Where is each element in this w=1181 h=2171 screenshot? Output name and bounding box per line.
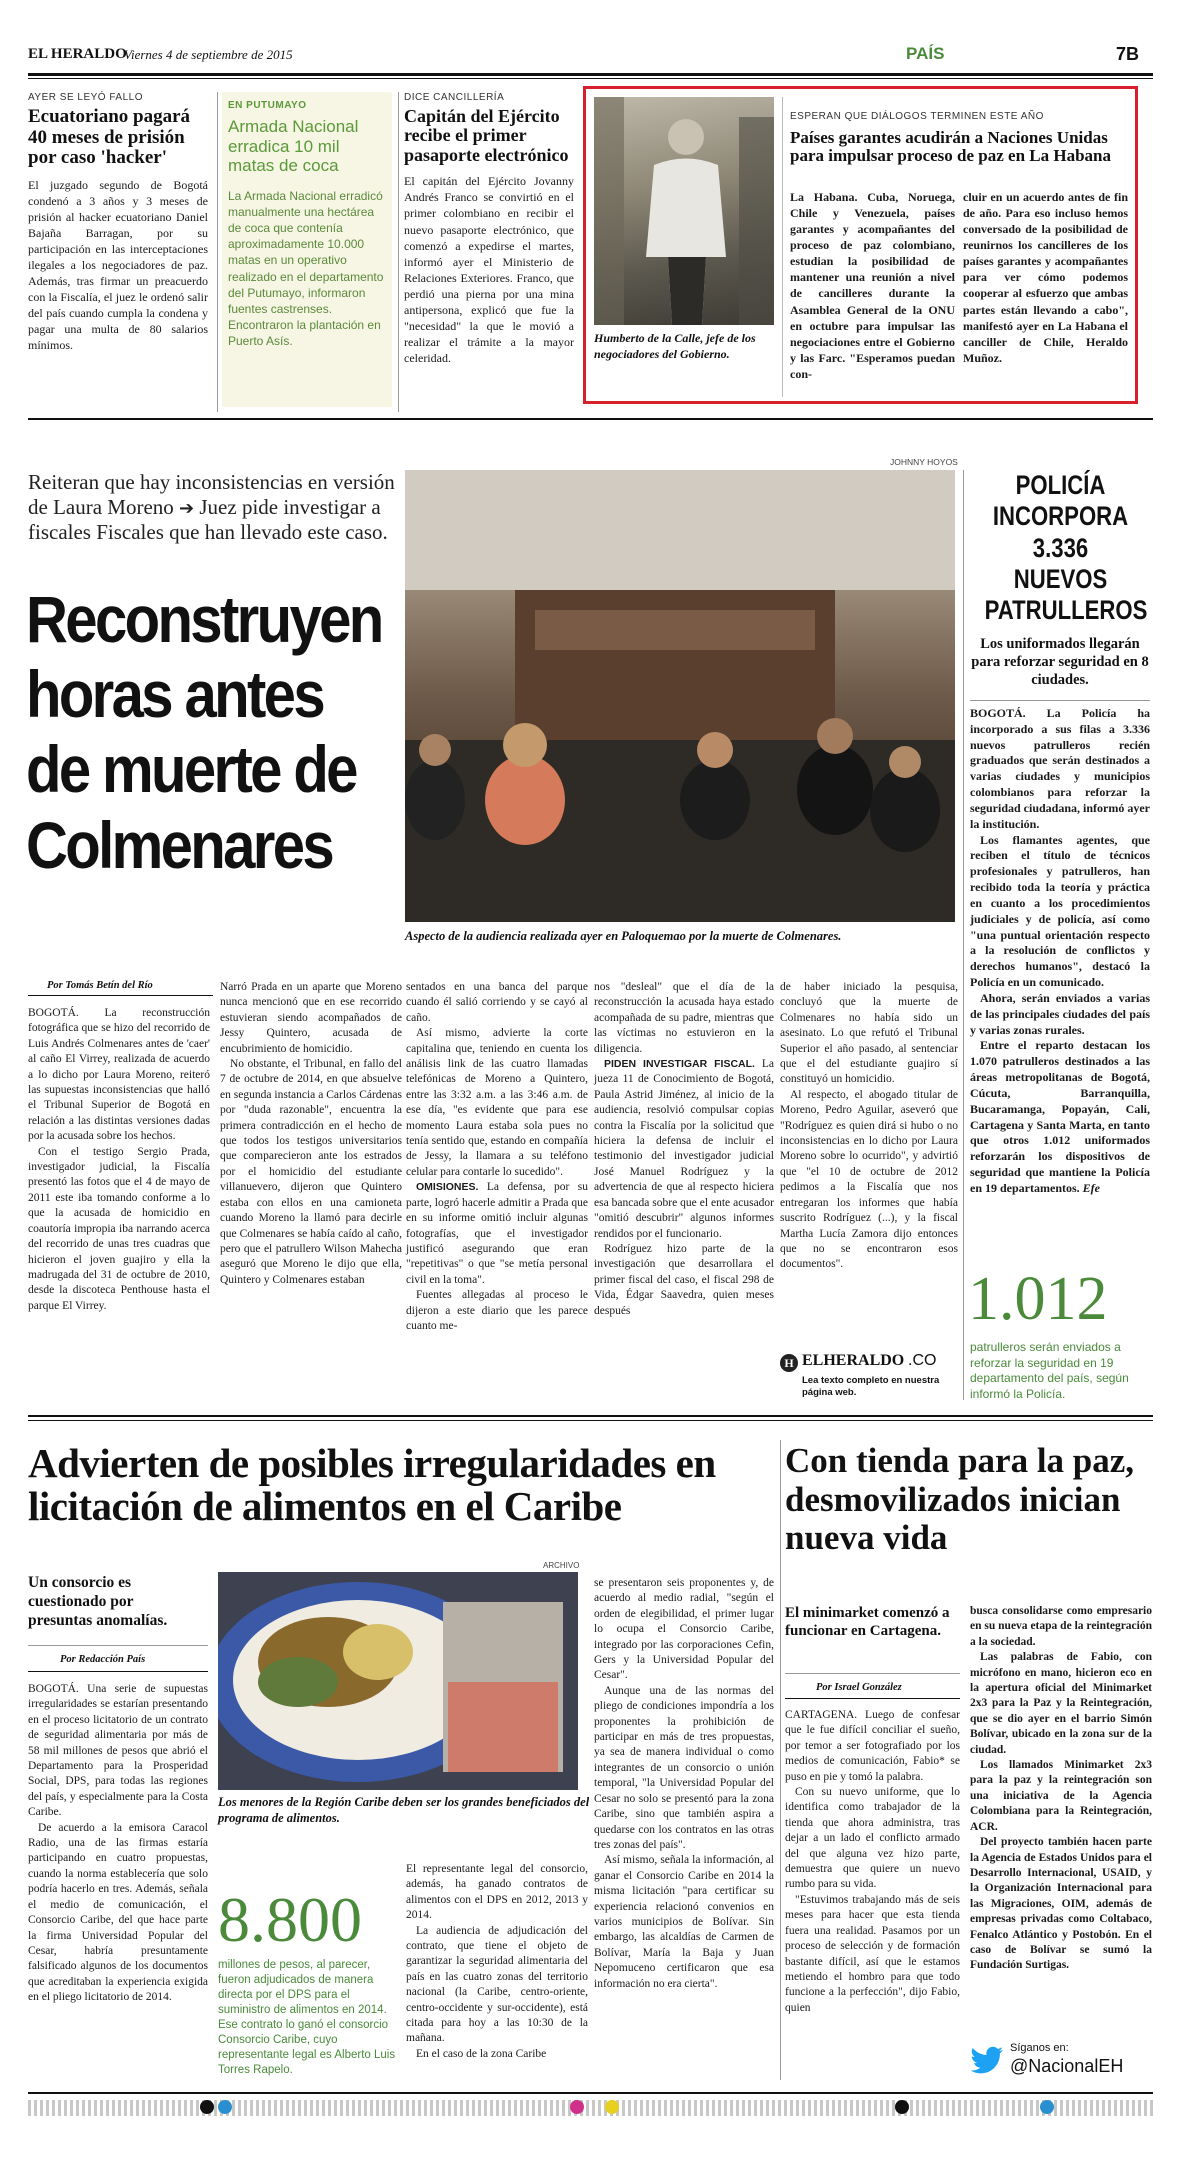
paragraph: cluir en un acuerdo antes de fin de año. Para eso incluso hemos conversado de la posibilidad de reunirnos los cancilleres de los países garantes y acompañantes para ver cómo podemos cooperar al esfuerzo que ambas partes están llevando a cabo", manifestó ayer en La Habana el canciller de Chile, Heraldo Muñoz. <box>963 190 1128 365</box>
sidebar-deck: Los uniformados llegarán para reforzar seguridad en 8 ciudades. <box>971 636 1149 689</box>
section-rule <box>28 1415 1153 1417</box>
photo-credit: ARCHIVO <box>543 1561 580 1570</box>
bottom-left-byline: Por Redacción País <box>60 1654 146 1665</box>
web-logo: ELHERALDO <box>802 1352 905 1369</box>
bottom-left-headline: Advierten de posibles irregularidades en licitación de alimentos en el Caribe <box>28 1440 716 1530</box>
byline-rule <box>785 1698 960 1699</box>
featured-caption: Humberto de la Calle, jefe de los negociadores del Gobierno. <box>594 331 756 361</box>
paragraph: La audiencia de adjudicación del contrato, que tiene el objeto de garantizar la seguridad alimentaria del país en las cuatro zonas del territorio nacional (la Caribe, centro-oriente, centro-occidente y sur-occidente), está citada para hoy a las 10:30 de la mañana. <box>406 1924 588 2045</box>
food-plate-scene <box>218 1572 578 1790</box>
logo-icon: H <box>780 1354 798 1372</box>
brief-headline: Capitán del Ejército recibe el primer pasaporte electrónico <box>404 106 569 165</box>
paragraph: Así mismo, señala la información, al ganar el Consorcio Caribe en 2014 la misma licitación "para certificar su experiencia relacionó convenios en varios municipios de Bolívar. Sin embargo, las alcaldías de Carmen de Bolívar, María la Baja y Juan Nepomuceno certificaron que esa información no era cierta". <box>594 1854 774 1990</box>
column-divider <box>963 470 964 1400</box>
main-deck <box>28 470 398 546</box>
paragraph: CARTAGENA. Luego de confesar que le fue difícil conciliar el sueño, por temor a ser fotografiado por los medios de comunicación, Fabio* se puso en pie y tomó la palabra. <box>785 1709 960 1783</box>
section-rule <box>28 418 1153 420</box>
paragraph: Narró Prada en un aparte que Moreno nunca mencionó que en ese recorrido estuvieran siendo acompañados de Jessy Quintero, acusada de encubrimiento de homicidio. <box>220 981 402 1055</box>
paragraph: Rodríguez hizo parte de la investigación que desarrollara el primer fiscal del caso, el fiscal 298 de Vida, Édgar Saavedra, quien meses después <box>594 1242 774 1317</box>
registration-mark-magenta <box>570 2100 584 2114</box>
byline-rule <box>28 1671 208 1672</box>
featured-col1 <box>790 189 955 382</box>
sidebar-rule <box>970 700 1150 701</box>
main-col5 <box>780 980 958 1273</box>
paragraph: Los flamantes agentes, que reciben el título de técnicos profesionales y patrulleros, han recibido toda la teoría y práctica en cuanto a los procedimientos judiciales y de policía, así como "una puntual orientación respecto a la resolución de conflictos y derechos humanos", destacó la Policía en un comunicado. <box>970 832 1150 990</box>
twitter-handle: @NacionalEH <box>1010 2056 1124 2076</box>
paragraph: No obstante, el Tribunal, en fallo del 7 de octubre de 2014, en que absuelve en segunda instancia a Carlos Cárdenas por "duda razonable", encuentra la primera contradicción en el hecho de que todos los testigos universitarios que comparecieron ante los estrados por el homicidio del estudiante villanuevero, dijeron que Quintero estaba con ellos en una camioneta cuando Moreno la llamó para decirle que Colmenares se había caído al caño, pero que el patrullero Wilson Mahecha aseguró que Moreno le dijo que ella, Quintero y Colmenares estaban <box>220 1058 402 1286</box>
food-photo <box>218 1572 578 1790</box>
paper-name: EL HERALDO <box>28 46 127 62</box>
paragraph: Aunque una de las normas del pliego de condiciones impondría a los proponentes la prohibición de participar en más de tres propuestas, ya sea de manera individual o como integrantes de un consorcio o unión temporal, "la Universidad Popular del Cesar no solo se presentó para la zona Caribe, sino que también aspira a quedarse con los contratos en las otras tres zonas del país". <box>594 1684 774 1851</box>
main-headline: Reconstruyen horas antes de muerte de Colmenares <box>26 582 382 882</box>
brief-headline: Ecuatoriano pagará 40 meses de prisión por caso 'hacker' <box>28 106 191 169</box>
paragraph: En el caso de la zona Caribe <box>416 2047 547 2060</box>
byline-rule <box>785 1673 960 1674</box>
paragraph: El juzgado segundo de Bogotá condenó a 3 años y 3 meses de prisión al hacker ecuatoriano Daniel Bajaña Barragan, por su participación en las interceptaciones ilegales a los negociadores de paz. Además, tras firmar un preacuerdo con la Fiscalía, el juez le ordenó salir del país cuando cumpla la condena y pagar una multa de 80 salarios mínimos. <box>28 177 208 353</box>
registration-mark-black <box>895 2100 909 2114</box>
bottom-right-col2 <box>970 1604 1152 1974</box>
main-col3 <box>406 980 588 1334</box>
featured-photo <box>594 97 774 325</box>
paragraph: De acuerdo a la emisora Caracol Radio, una de las firmas estaría participando en cuatro propuestas, cuando la norma establecería que solo podría hacerlo en tres. Además, señala el medio de comunicación, el Consorcio Caribe, del que hace parte la firma Universidad Popular del Cesar, habría presuntamente falsificado algunos de los documentos que acreditaban la experiencia exigida en el pliego licitatorio de 2014. <box>28 1821 208 2004</box>
byline-rule <box>28 1645 208 1646</box>
main-byline: Por Tomás Betín del Río <box>47 980 153 991</box>
brief-coca <box>222 92 392 407</box>
arrow-icon: ➔ <box>179 498 195 520</box>
paragraph <box>594 1057 774 1242</box>
paragraph: El representante legal del consorcio, además, ha ganado contratos de alimentos con el DPS en 2012, 2013 y 2014. <box>406 1863 588 1922</box>
bottom-left-deck: Un consorcio es cuestionado por presuntas anomalías. <box>28 1574 168 1629</box>
brief-hacker <box>28 92 208 353</box>
print-registration-bar <box>28 2100 1153 2116</box>
web-link-promo[interactable] <box>780 1350 958 1400</box>
bottom-right-col1 <box>785 1708 960 2016</box>
bottom-right-deck: El minimarket comenzó a funcionar en Cartagena. <box>785 1605 950 1640</box>
section-name: PAÍS <box>906 44 945 63</box>
courtroom-photo <box>405 470 955 922</box>
column-divider <box>782 97 783 397</box>
paragraph-text: La jueza 11 de Conocimiento de Bogotá, Paula Astrid Jiménez, al inicio de la audiencia, resolvió compulsar copias contra la Fiscalía por la solicitud que hiciera la defensa de incluir el testimonio del investigador judicial José Manuel Rodríguez y la advertencia de que al respecto hiciera esa bancada sobre que el ente acusador "omitió descubrir" algunos informes rendidos por el funcionario. <box>594 1058 774 1240</box>
featured-headline: Países garantes acudirán a Naciones Unidas para impulsar proceso de paz en La Habana <box>790 128 1111 166</box>
paragraph: Con su nuevo uniforme, que lo identifica como trabajador de la tienda que ahora administra, tras dejar a un lado el conflicto armado del que alguna vez hizo parte, demuestra que quiere un nuevo rumbo para su vida. <box>785 1786 960 1891</box>
paragraph: Las palabras de Fabio, con micrófono en mano, hicieron eco en la apertura oficial del Minimarket 2x3 para la Paz y la Reintegración, que se dio ayer en el barrio Simón Bolívar, ubicado en la zona sur de la ciudad. <box>970 1651 1152 1756</box>
deck-text: Reiteran que hay inconsistencias en versión de Laura Moreno <box>28 470 395 520</box>
footer-rule <box>28 2092 1153 2094</box>
subhead: OMISIONES. <box>416 1181 479 1194</box>
paragraph: se presentaron seis proponentes y, de acuerdo al medio radial, "según el orden de elegibilidad, el primer lugar lo ocupa el Consorcio Caribe, integrado por las corporaciones Cefin, Gers y la Universidad Popular del Cesar". <box>594 1577 774 1682</box>
brief-kicker: EN PUTUMAYO <box>228 100 307 111</box>
byline-rule <box>28 995 213 996</box>
column-divider <box>398 92 399 412</box>
paragraph: Así mismo, advierte la corte capitalina que, teniendo en cuenta los análisis link de las cuatro llamadas telefónicas de Moreno a Quintero, entre las 3:32 a.m. a las 3:46 a.m. de ese día, "es evidente que para ese momento Laura estaba sola pues no tenía sentido que, estando en compañía de Jessy, la llamara a su teléfono celular para contarle lo sucedido". <box>406 1027 588 1178</box>
courtroom-scene <box>405 470 955 922</box>
page-number: 7B <box>1116 44 1140 64</box>
registration-mark-black <box>200 2100 214 2114</box>
sidebar-headline: POLICÍA INCORPORA 3.336 NUEVOS PATRULLEROS <box>984 470 1148 626</box>
bottom-right-byline: Por Israel González <box>816 1682 902 1693</box>
brief-body <box>28 177 208 354</box>
paragraph: Ahora, serán enviados a varias de las principales ciudades del país y varias zonas rurales. <box>970 990 1150 1037</box>
paragraph: de haber iniciado la pesquisa, concluyó que la muerte de Colmenares no había sido un asesinato. Lo que refutó el Tribunal Superior el año pasado, al sentenciar que el del estudiante guajiro sí constituyó un homicidio. <box>780 981 958 1086</box>
main-photo-caption: Aspecto de la audiencia realizada ayer en Paloquemao por la muerte de Colmenares. <box>405 929 842 943</box>
main-col4 <box>594 980 774 1319</box>
paragraph <box>406 1180 588 1288</box>
bottom-left-col3 <box>406 1862 588 2062</box>
section-rule-thin <box>28 1420 1153 1421</box>
paragraph-text: Entre el reparto destacan los 1.070 patrulleros destinados a las áreas metropolitanas de Bogotá, Cúcuta, Barranquilla, Bucaramanga, Popayán, Cali, Cartagena y Santa Marta, en tanto que otros 1.012 uniformados reforzarán los dispositivos de seguridad que mantiene la Policía en 19 departamentos. <box>970 1038 1150 1195</box>
paragraph: sentados en una banca del parque cuando él salió corriendo y se cayó al caño. <box>406 981 588 1024</box>
paragraph: Los llamados Minimarket 2x3 para la paz y la reintegración son una iniciativa de la Agencia Colombiana para la Reintegración, ACR. <box>970 1759 1152 1833</box>
subhead: PIDEN INVESTIGAR FISCAL. <box>604 1058 755 1071</box>
brief-kicker: AYER SE LEYÓ FALLO <box>28 92 143 103</box>
column-divider <box>217 92 218 412</box>
paragraph: BOGOTÁ. La reconstrucción fotográfica que se hizo del recorrido de Luis Andrés Colmenares antes de 'caer' al caño El Virrey, realizada de acuerdo a lo dicho por Laura Moreno, reiteró las supuestas inconsistencias que halló el Tribunal Superior de Bogotá en relación a las distintas versiones dadas por la acusada sobre los hechos. <box>28 1007 210 1143</box>
person-silhouette <box>594 97 774 325</box>
brief-body: La Armada Nacional erradicó manualmente una hectárea de coca que contenía aproximadamente 10.000 matas en un operativo realizado en el departamento del Putumayo, informaron fuentes castrenses. Encontraron la plantación en Puerto Asís. <box>228 188 384 349</box>
bottom-right-headline: Con tienda para la paz, desmovilizados inician nueva vida <box>785 1441 1135 1557</box>
paragraph: nos "desleal" que el día de la reconstrucción la acusada haya estado acompañada de su padre, mientras que las víctimas no estuvieron en la diligencia. <box>594 981 774 1055</box>
twitter-bird-icon <box>970 2046 1004 2074</box>
paragraph <box>970 1038 1150 1196</box>
main-col1 <box>28 1006 210 1314</box>
column-divider <box>780 1440 781 2080</box>
main-col2 <box>220 980 402 1288</box>
registration-mark-cyan <box>218 2100 232 2114</box>
twitter-label: Síganos en: <box>1010 2042 1069 2054</box>
brief-kicker: DICE CANCILLERÍA <box>404 92 505 103</box>
sidebar-big-number: 1.012 <box>968 1265 1108 1333</box>
brief-body <box>404 173 574 366</box>
brief-passport <box>404 92 574 366</box>
twitter-follow[interactable] <box>970 2040 1152 2080</box>
web-text: Lea texto completo en nuestra página web. <box>802 1375 940 1398</box>
bottom-number-text: millones de pesos, al parecer, fueron adjudicados de manera directa por el DPS para el suministro de alimentos en 2014. Ese contrato lo ganó el consorcio Consorcio Caribe, cuyo representante legal es Alberto Luis Torres Rapelo. <box>218 1959 396 2076</box>
paragraph-text: La defensa, por su parte, logró hacerle admitir a Prada que en su informe omitió incluir algunas fotografías, que el investigador justificó asegurando que eran "repetitivas" o que "se metía personal civil en la toma". <box>406 1181 588 1286</box>
paragraph: El capitán del Ejército Jovanny Andrés Franco se convirtió en el primer colombiano en recibir el nuevo pasaporte electrónico, que comenzó a expedirse el martes, informó ayer el Ministerio de Relaciones Exteriores. Franco, que perdió una pierna por una mina antipersona, explicó que fue la "necesidad" la que le movió a realizar el trámite a la mayor celeridad. <box>404 174 574 366</box>
bottom-big-number: 8.800 <box>218 1884 362 1955</box>
masthead-rule-thin <box>28 78 1153 79</box>
paragraph: Con el testigo Sergio Prada, investigador judicial, la Fiscalía presentó las fotos que el 4 de mayo de 2011 este iba tomando conforme a lo que la acusada de homicidio en coautoría impropia iba narrando acerca del recorrido de unas tres cuadras que hicieron el joven guajiro y ella la madrugada del 31 de octubre de 2010, desde la discoteca Penthouse hasta el parque El Virrey. <box>28 1145 210 1312</box>
news-agency: Efe <box>1082 1180 1100 1195</box>
registration-mark-yellow <box>605 2100 619 2114</box>
web-logo-tld: .CO <box>908 1352 937 1369</box>
paragraph: Al respecto, el abogado titular de Moreno, Pedro Aguilar, aseveró que "Rodríguez es quien dirá si hubo o no inconsistencias en lo dicho por Laura Moreno sobre lo ocurrido", y advirtió que "el 10 de octubre de 2012 pedimos a la Fiscalía que nos entregaran los informes que había suscrito Rodríguez (...), y la fiscal Martha Lucía Zamora dijo entonces que no se encontraron esos documentos". <box>780 1088 958 1271</box>
masthead-rule <box>28 73 1153 76</box>
photo-credit: JOHNNY HOYOS <box>890 457 958 467</box>
masthead <box>28 42 1153 72</box>
paragraph: BOGOTÁ. La Policía ha incorporado a sus filas a 3.336 nuevos patrulleros recién graduados que serán destinados a varias ciudades y municipios colombianos para reforzar la seguridad ciudadana, informó ayer la institución. <box>970 706 1151 831</box>
paragraph: "Estuvimos trabajando más de seis meses para hacer que esta tienda fuera una realidad. Pasamos por un proceso de selección y de formación bastante difícil, así que le estamos metiendo el hombro para que todo funcione a la perfección", dijo Fabio, quien <box>785 1893 960 2014</box>
bottom-left-col1 <box>28 1682 208 2006</box>
sidebar-number-text: patrulleros serán enviados a reforzar la seguridad en 19 departamento del país, según informó la Policía. <box>970 1340 1129 1401</box>
food-photo-caption: Los menores de la Región Caribe deben ser los grandes beneficiados del programa de alimentos. <box>218 1795 590 1826</box>
paragraph: La Habana. Cuba, Noruega, Chile y Venezuela, países garantes y acompañantes del proceso de paz colombiano, estudian la posibilidad de mantener una reunión a nivel de cancilleres durante la Asamblea General de la ONU en octubre para impulsar las negociaciones entre el Gobierno y las Farc. "Esperamos puedan con- <box>790 190 955 381</box>
registration-mark-cyan <box>1040 2100 1054 2114</box>
paragraph: Del proyecto también hacen parte la Agencia de Estados Unidos para el Desarrollo Internacional, USAID, y la Organización Internacional para las Migraciones, OIM, además de empresas privadas como Coltabaco, Fenalco Atlántico y Postobón. En el caso de Bolívar se sumó la Fundación Surtigas. <box>970 1836 1152 1972</box>
paragraph: Fuentes allegadas al proceso le dijeron a este diario que les parece cuanto me- <box>406 1289 588 1332</box>
issue-date: Viernes 4 de septiembre de 2015 <box>124 47 293 62</box>
featured-article <box>583 86 1138 404</box>
featured-col2 <box>963 189 1128 366</box>
deck-text: Juez pide investigar a fiscales Fiscales que han llevado este caso. <box>28 495 388 545</box>
bottom-left-col4 <box>594 1576 774 1992</box>
sidebar-body <box>970 706 1150 1197</box>
featured-kicker: ESPERAN QUE DIÁLOGOS TERMINEN ESTE AÑO <box>790 111 1044 122</box>
brief-headline: Armada Nacional erradica 10 mil matas de coca <box>228 117 359 176</box>
paragraph: BOGOTÁ. Una serie de supuestas irregularidades se estarían presentando en el proceso licitatorio de un contrato de seguridad alimentaria por más de 58 mil millones de pesos que abrió el Departamento para la Prosperidad Social, DPS, para todas las regiones del país, y especialmente para la Costa Caribe. <box>28 1683 208 1819</box>
paragraph: busca consolidarse como empresario en su nueva etapa de la reintegración a la sociedad. <box>970 1605 1152 1648</box>
